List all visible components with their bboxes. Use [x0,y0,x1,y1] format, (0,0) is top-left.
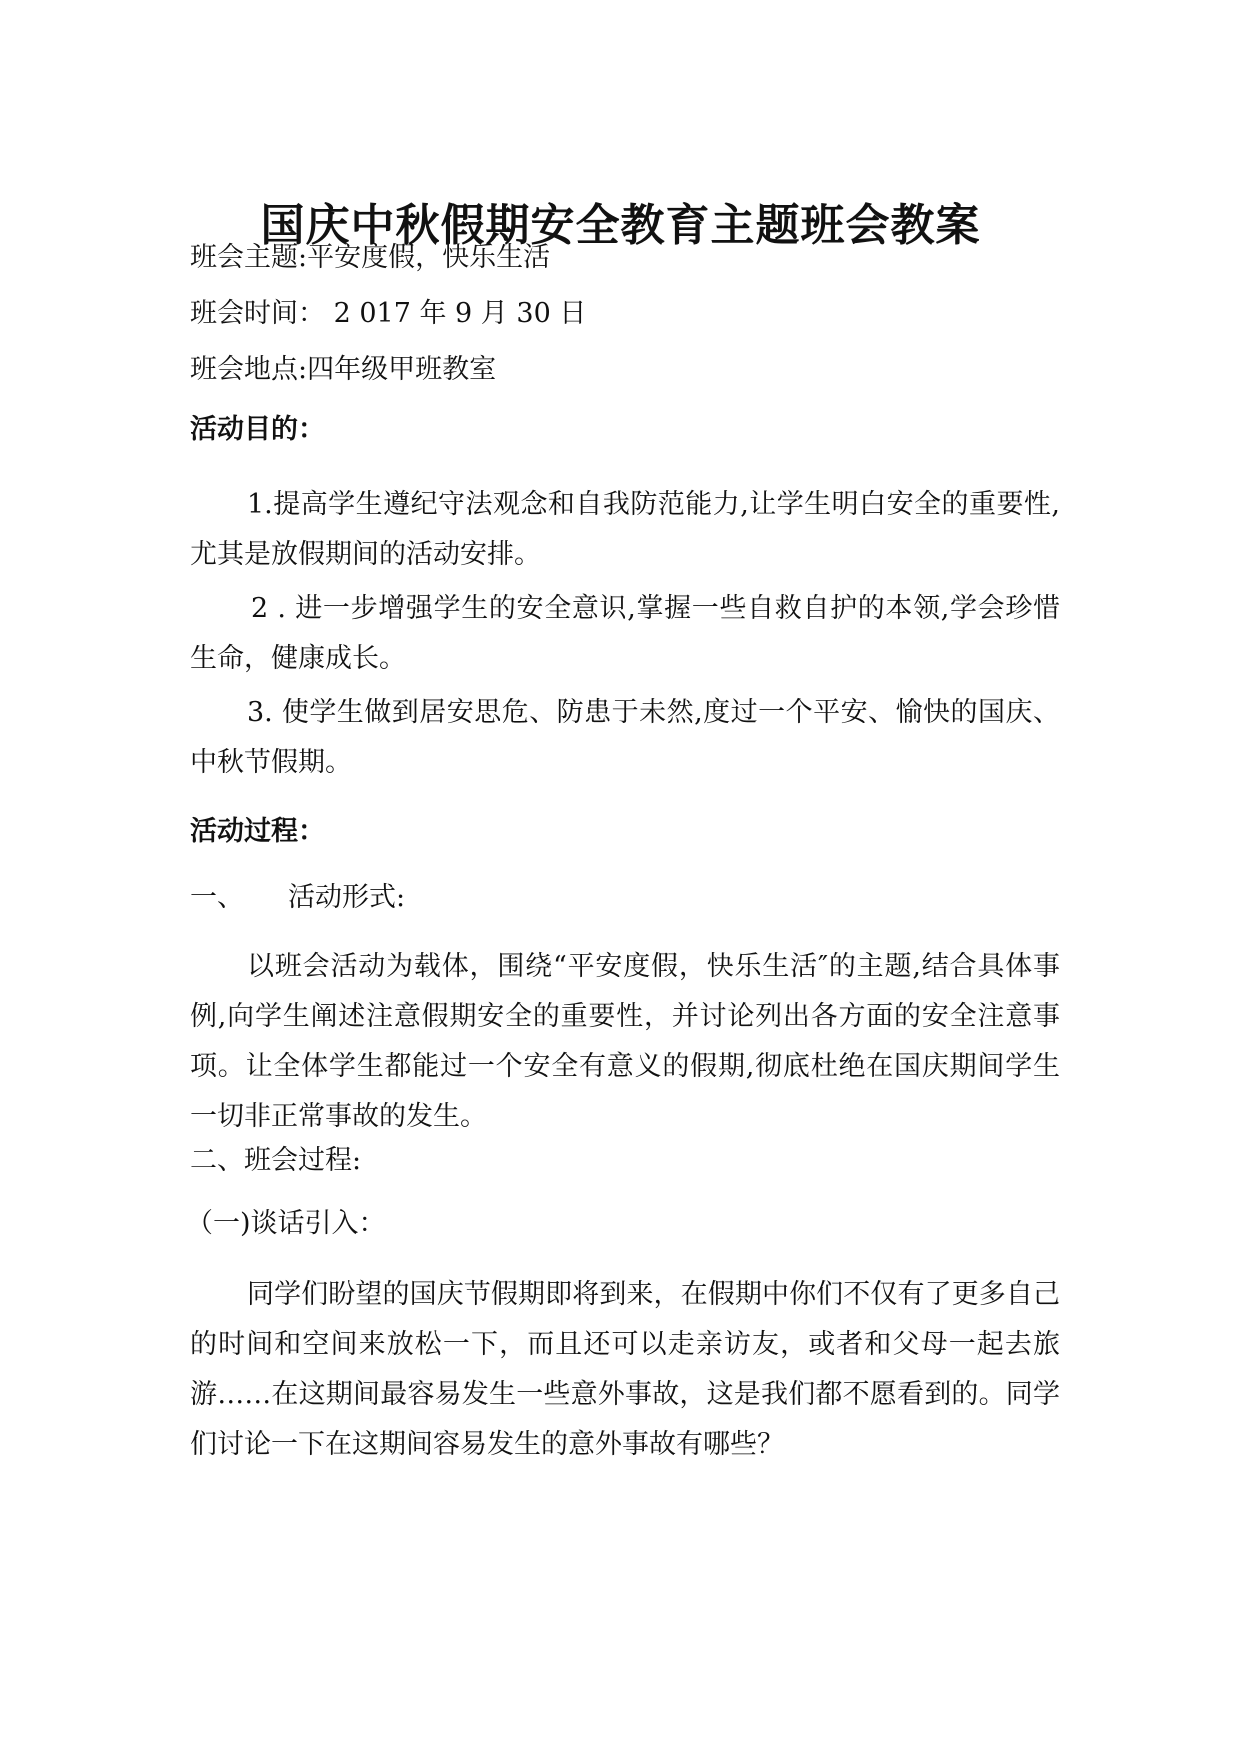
section-1-body: 以班会活动为载体，围绕“平安度假，快乐生活″的主题,结合具体事例,向学生阐述注意假期安全的重要性，并讨论列出各方面的安全注意事项。让全体学生都能过一个安全有意义的假期,彻底杜绝在国庆期间学生一切非正常事故的发生。 [190,951,1060,1132]
subsection-1-body: 同学们盼望的国庆节假期即将到来，在假期中你们不仅有了更多自己的时间和空间来放松一下，而且还可以走亲访友，或者和父母一起去旅游……在这期间最容易发生一些意外事故，这是我们都不愿看到的。同学们讨论一下在这期间容易发生的意外事故有哪些？ [190,1279,1060,1460]
purpose-item-2: 2 . 进一步增强学生的安全意识,掌握一些自救自护的本领,学会珍惜生命，健康成长。 [190,593,1060,674]
document-title: 国庆中秋假期安全教育主题班会教案 [260,200,981,251]
subsection-1-heading: （一)谈话引入： [186,1208,386,1239]
meeting-theme: 班会主题:平安度假，快乐生活 [190,242,551,273]
purpose-item-1: 1.提高学生遵纪守法观念和自我防范能力,让学生明白安全的重要性,尤其是放假期间的活动安排。 [190,489,1060,570]
meeting-place: 班会地点:四年级甲班教室 [190,354,497,385]
purpose-heading: 活动目的： [190,414,325,445]
purpose-item-3: 3. 使学生做到居安思危、防患于未然,度过一个平安、愉快的国庆、中秋节假期。 [190,697,1060,778]
process-heading: 活动过程： [190,816,325,847]
section-1-number: 一、 [190,882,244,913]
section-1-heading [190,880,405,916]
meeting-time: 班会时间： 2 017 年 9 月 30 日 [190,298,587,329]
section-2-heading: 二、班会过程: [190,1145,362,1176]
section-1-label: 活动形式: [288,882,406,913]
